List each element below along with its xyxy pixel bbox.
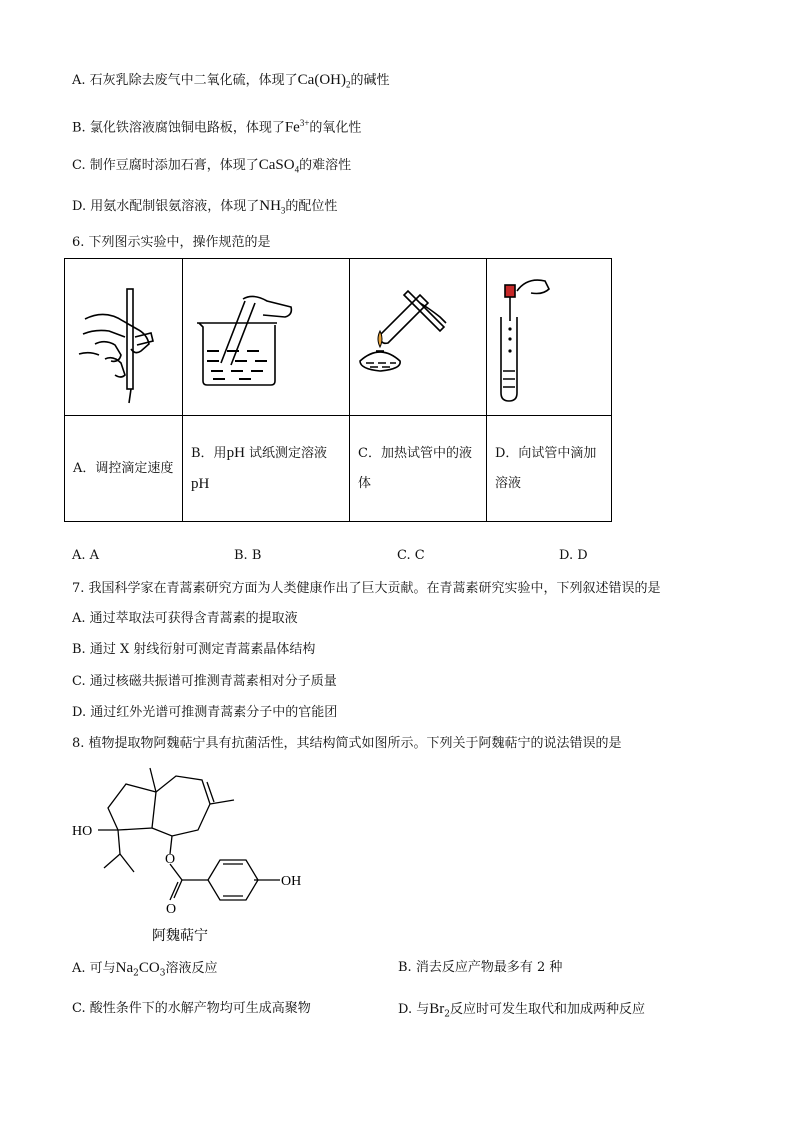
q6-stem: 6. 下列图示实验中，操作规范的是 [72,235,271,250]
ester-o-label: O [165,852,176,867]
option-c-label: C．加热试管中的液体 [350,416,487,522]
formula: Ca(OH) [297,72,346,88]
q7-option-a: A. 通过萃取法可获得含青蒿素的提取液 [72,611,298,626]
q8-option-b: B. 消去反应产物最多有 2 种 [398,960,563,975]
option-b-label: B．用pH 试纸测定溶液 pH [183,416,350,522]
q7-stem: 7. 我国科学家在青蒿素研究方面为人类健康作出了巨大贡献。在青蒿素研究实验中，下列叙述错误的是 [72,581,661,596]
option-a-label: A．调控滴定速度 [65,416,183,522]
option-d-label: D．向试管中滴加溶液 [487,416,612,522]
option-d-image [487,259,612,416]
option-c-image [350,259,487,416]
molecule-structure [68,758,318,948]
molecule-name: 阿魏萜宁 [152,928,208,944]
carbonyl-o-label: O [166,902,177,917]
q8-option-d: D. 与$Br_2$反应时可发生取代和加成两种反应 [398,1001,645,1020]
ho-left-label: HO [72,824,93,839]
answer-d: D. D [559,548,588,563]
q5-option-a: A. 石灰乳除去废气中二氧化硫，体现了$Ca(OH)_2$的碱性 [72,72,390,90]
answer-b: B. B [234,548,262,563]
formula: Fe [284,119,300,136]
q5-option-d: D. 用氨水配制银氨溶液，体现了$NH_3$的配位性 [72,198,338,216]
q5-option-b: B. 氯化铁溶液腐蚀铜电路板，体现了$Fe^{3+}$的氧化性 [72,118,362,136]
test-tube-heating-illustration [350,259,486,415]
oh-right-label: OH [281,874,302,889]
q7-option-c: C. 通过核磁共振谱可推测青蒿素相对分子质量 [72,674,337,689]
beaker-ph-strip-illustration [183,259,349,415]
option-b-image [183,259,350,416]
q7-option-b: B. 通过 X 射线衍射可测定青蒿素晶体结构 [72,642,316,657]
answer-c: C. C [397,548,425,563]
q8-option-a: A. 可与$Na_2CO_3$溶液反应 [72,960,218,979]
q7-option-d: D. 通过红外光谱可推测青蒿素分子中的官能团 [72,705,338,720]
option-a-image [65,259,183,416]
afeitening-structure-svg [68,758,318,948]
formula: NH [259,198,281,214]
q8-option-c: C. 酸性条件下的水解产物均可生成高聚物 [72,1001,311,1016]
formula: CaSO [258,157,295,173]
q5-option-c: C. 制作豆腐时添加石膏，体现了CaSO$_4$的难溶性 [72,157,352,175]
burette-hand-illustration [65,259,182,415]
answer-a: A. A [72,548,100,563]
dropper-test-tube-illustration [487,259,611,415]
q6-options-table [64,258,612,522]
q8-stem: 8. 植物提取物阿魏萜宁具有抗菌活性，其结构简式如图所示。下列关于阿魏萜宁的说法错误的是 [72,736,622,751]
